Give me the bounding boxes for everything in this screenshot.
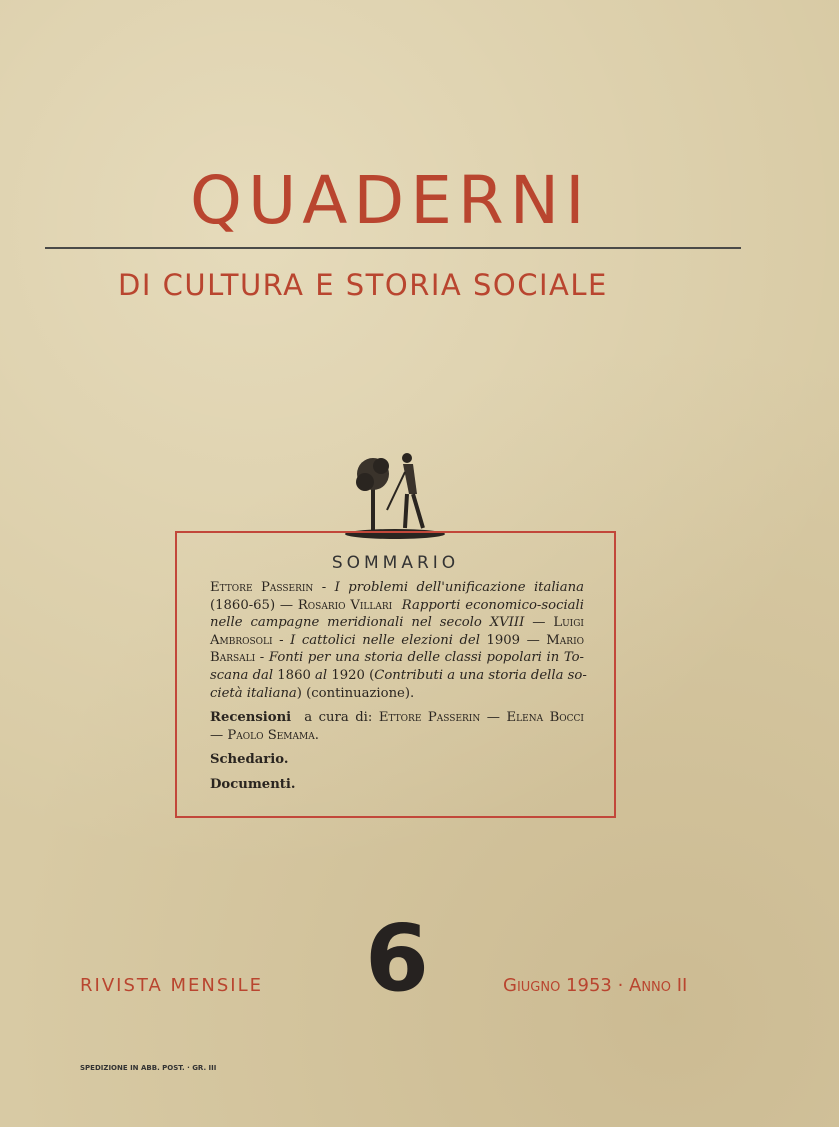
sommario-line — [210, 649, 584, 667]
sommario-line — [210, 727, 584, 745]
magazine-subtitle: DI CULTURA E STORIA SOCIALE — [118, 268, 608, 302]
article-title: cietà italiana — [210, 685, 297, 701]
text-segment: a cura di: — [291, 710, 379, 726]
text-segment: ) (continuazione). — [296, 685, 415, 701]
text-segment: (1860-65) — — [210, 597, 298, 613]
spacer — [210, 769, 584, 776]
magazine-title: QUADERNI — [190, 162, 591, 239]
postal-note: SPEDIZIONE IN ABB. POST. · GR. III — [80, 1064, 217, 1072]
author-name: Luigi — [553, 615, 584, 631]
author-name: Mario — [546, 632, 585, 648]
author-name: Rosario Villari — [297, 597, 393, 613]
spacer — [210, 744, 584, 751]
article-title: Fonti per una storia delle classi popolari in To- — [268, 650, 585, 666]
author-name: Paolo Semama. — [227, 727, 319, 743]
text-segment: 1909 — — [479, 632, 547, 648]
periodicity-label: RIVISTA MENSILE — [80, 975, 263, 996]
text-segment: - — [272, 632, 291, 648]
sommario-line — [210, 667, 587, 685]
author-name: Ambrosoli — [210, 632, 273, 648]
spacer — [210, 702, 584, 709]
sommario-heading: SOMMARIO — [331, 553, 460, 573]
text-segment: — — [480, 710, 507, 726]
section-label: Recensioni — [210, 710, 292, 726]
section-label: Schedario. — [210, 752, 289, 768]
issue-number: 6 — [365, 905, 430, 1012]
text-segment: — — [210, 727, 228, 743]
article-title: Contributi a una storia della so- — [374, 667, 587, 683]
sommario-line — [210, 709, 584, 727]
text-segment: 1920 ( — [327, 667, 375, 683]
sommario-line — [210, 614, 584, 632]
text-segment: - — [255, 650, 269, 666]
sommario-box — [175, 531, 616, 818]
article-title: Rapporti economico-sociali — [392, 597, 584, 613]
text-segment: - — [313, 580, 335, 595]
text-segment: 1860 — [273, 667, 316, 683]
article-title: nelle campagne meridionali nel secolo XVIII — [210, 615, 525, 631]
author-name: Barsali — [210, 650, 256, 666]
text-segment: — — [524, 615, 554, 631]
sommario-line — [210, 597, 584, 615]
section-label: Documenti. — [210, 776, 296, 792]
article-title: I problemi dell'unificazione italiana — [334, 580, 584, 595]
author-name: Ettore Passerin — [378, 710, 481, 726]
author-name: Elena Bocci — [506, 710, 584, 726]
sommario-line — [210, 685, 584, 703]
issue-date: Giugno 1953 · Anno II — [503, 975, 688, 996]
author-name: Ettore Passerin — [210, 580, 314, 595]
sommario-line — [210, 579, 584, 597]
sommario-line — [210, 632, 584, 650]
woodcut-farmer-tree-illustration — [343, 448, 447, 540]
article-title: I cattolici nelle elezioni del — [290, 632, 480, 648]
sommario-line — [210, 776, 584, 794]
article-title: al — [315, 667, 328, 683]
article-title: scana dal — [210, 667, 274, 683]
sommario-contents — [210, 579, 587, 794]
sommario-line — [210, 751, 584, 769]
title-rule — [45, 247, 741, 249]
